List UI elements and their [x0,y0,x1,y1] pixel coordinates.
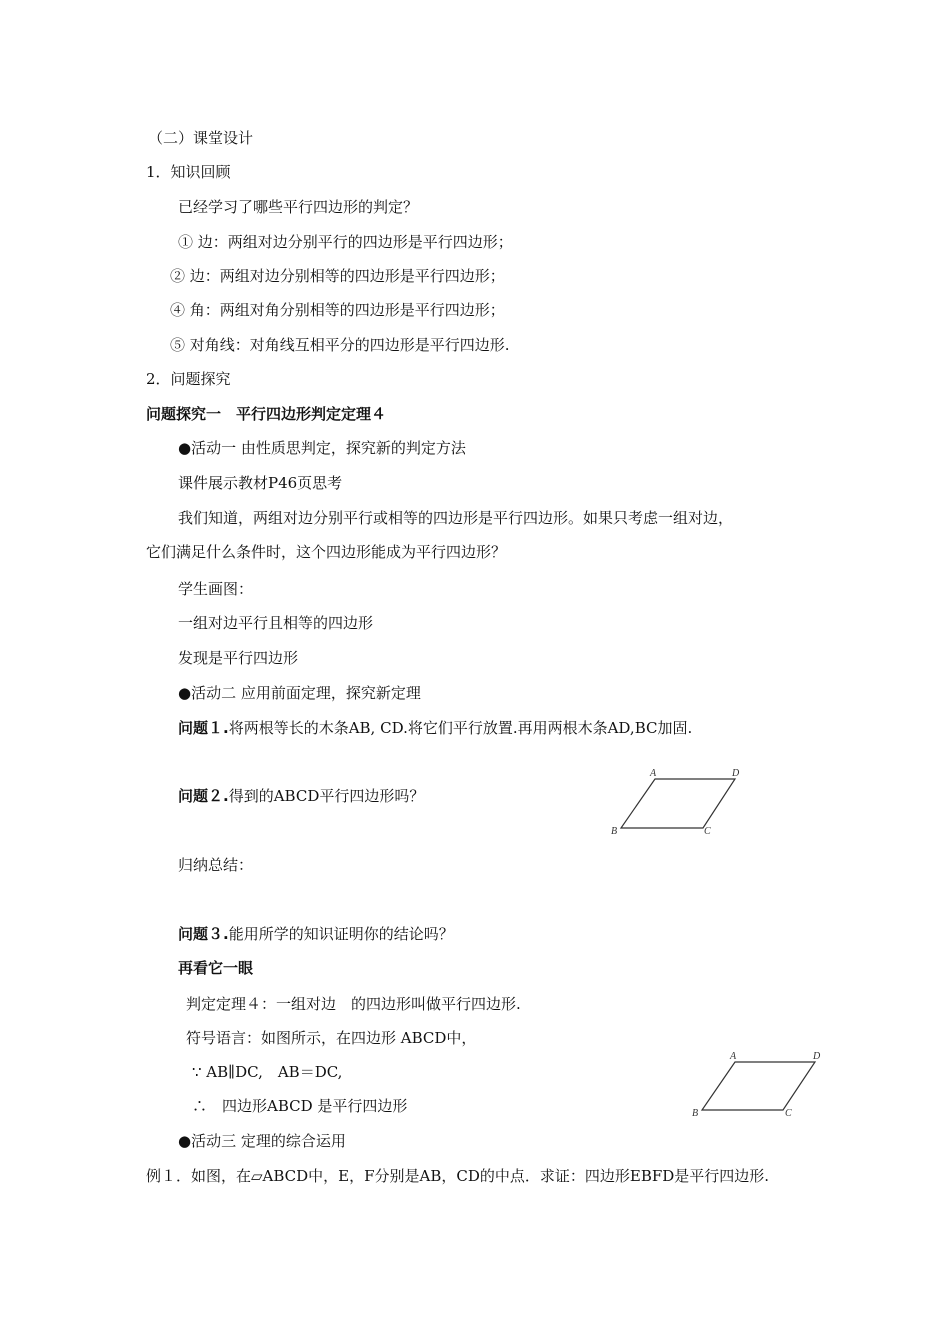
question-2-text: 得到的ABCD平行四边形吗？ [228,787,425,805]
review-question: 已经学习了哪些平行四边形的判定？ [178,198,419,216]
figure1-label-b: B [611,826,618,837]
paragraph-line-1: 我们知道，两组对边分别平行或相等的四边形是平行四边形。如果只考虑一组对边， [178,509,734,527]
figure1-label-c: C [704,826,711,837]
found-line: 发现是平行四边形 [178,649,299,667]
figure2-label-a: A [730,1051,737,1062]
question-1-text: 将两根等长的木条AB, CD.将它们平行放置.再用两根木条AD,BC加固. [228,719,693,737]
paragraph-line-2: 它们满足什么条件时，这个四边形能成为平行四边形？ [146,543,507,561]
example-1: 例１．如图，在▱ABCD中，E，F分别是AB，CD的中点．求证：四边形EBFD是平行四边形. [146,1167,770,1185]
question-1 [178,718,692,738]
figure1-label-d: D [732,768,740,779]
because-line: ∵ AB∥DC, AB＝DC, [192,1063,343,1081]
student-draw: 学生画图： [178,580,254,598]
question-3-text: 能用所学的知识证明你的结论吗？ [228,925,454,943]
theorem-4: 判定定理４：一组对边 的四边形叫做平行四边形. [186,995,521,1013]
question-1-label: 问题１. [178,719,229,737]
item-problem-exploration: 2．问题探究 [146,370,231,388]
figure2-label-c: C [785,1108,792,1119]
explore1-heading: 问题探究一 平行四边形判定定理４ [146,405,387,423]
figure2-label-b: B [692,1108,699,1119]
criterion-2: ② 边：两组对边分别相等的四边形是平行四边形； [170,267,505,285]
activity-2: ●活动二 应用前面定理，探究新定理 [178,684,421,702]
section-title: （二）课堂设计 [148,129,254,147]
figure1-label-a: A [650,768,657,779]
criterion-5: ⑤ 对角线：对角线互相平分的四边形是平行四边形. [170,336,510,354]
parallelogram-figure-1 [600,764,760,840]
activity-1: ●活动一 由性质思判定，探究新的判定方法 [178,439,466,457]
symbolic-language: 符号语言：如图所示，在四边形 ABCD中， [186,1029,477,1047]
look-again-heading: 再看它一眼 [178,959,254,977]
question-2-label: 问题２. [178,787,229,805]
courseware-note: 课件展示教材P46页思考 [178,474,343,492]
one-pair-line: 一组对边平行且相等的四边形 [178,614,374,632]
therefore-line: ∴ 四边形ABCD 是平行四边形 [192,1097,408,1115]
figure2-label-d: D [813,1051,821,1062]
parallelogram-figure-2 [682,1046,842,1122]
question-3 [178,924,454,944]
activity-3: ●活动三 定理的综合运用 [178,1132,346,1150]
criterion-4: ④ 角：两组对角分别相等的四边形是平行四边形； [170,301,505,319]
summary-label: 归纳总结： [178,856,254,874]
item-knowledge-review: 1．知识回顾 [146,163,231,181]
question-2 [178,786,424,806]
criterion-1: ① 边：两组对边分别平行的四边形是平行四边形； [178,233,513,251]
question-3-label: 问题３. [178,925,229,943]
